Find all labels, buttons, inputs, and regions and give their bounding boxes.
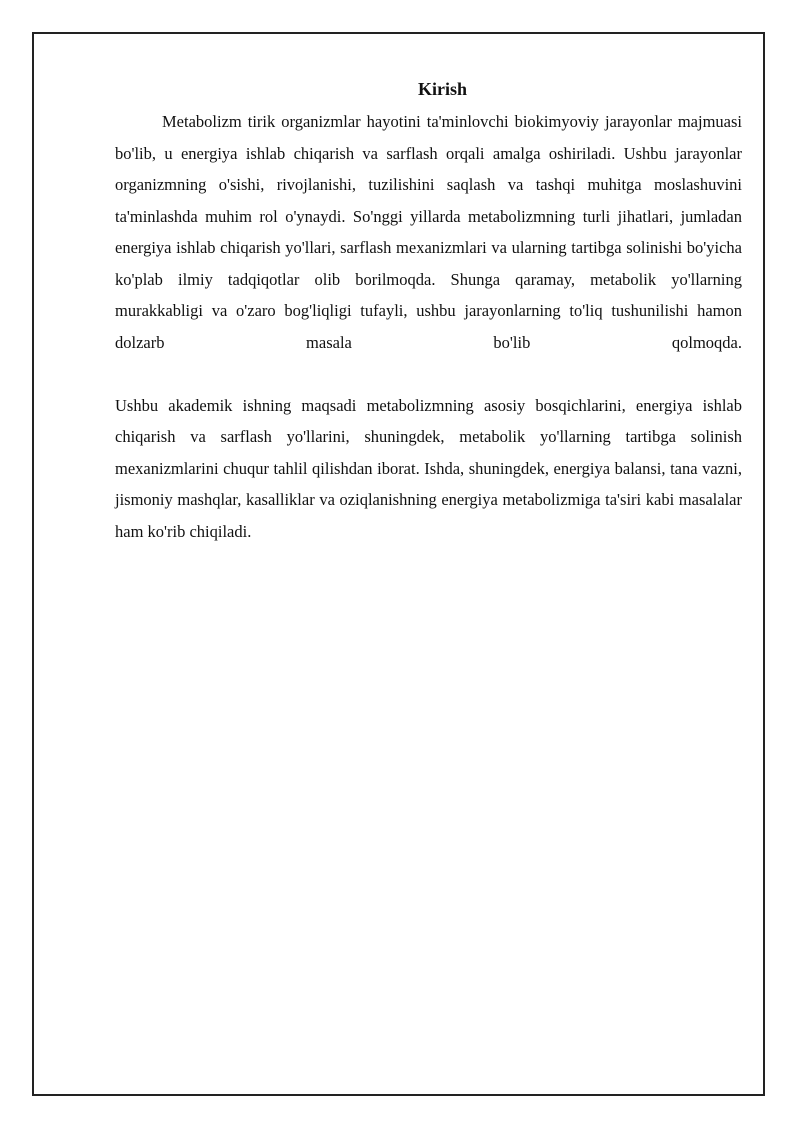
document-title: Kirish	[417, 79, 467, 99]
intro-paragraph: Metabolizm tirik organizmlar hayotini ta'minlovchi biokimyoviy jarayonlar majmuasi bo'lib, u energiya ishlab chiqarish va sarflash orqali amalga oshiriladi. Ushbu jarayonlar organizmning o'sishi, rivojlanishi, tuzilishini saqlash va tashqi muhitga moslashuvini ta'minlashda muhim rol o'ynaydi. So'nggi yillarda metabolizmning turli jihatlari, jumladan energiya ishlab chiqarish yo'llari, sarflash mexanizmlari va ularning tartibga solinishi bo'yicha ko'plab ilmiy tadqiqotlar olib borilmoqda. Shunga qaramay, metabolik yo'llarning murakkabligi va o'zaro bog'liqligi tufayli, ushbu jarayonlarning to'liq tushunilishi hamon dolzarb masala bo'lib qolmoqda.	[115, 112, 742, 352]
aim-paragraph: Ushbu akademik ishning maqsadi metabolizmning asosiy bosqichlarini, energiya ishlab chiqarish va sarflash yo'llarini, shuningdek, metabolik yo'llarning tartibga solinish mexanizmlarini chuqur tahlil qilishdan iborat. Ishda, shuningdek, energiya balansi, tana vazni, jismoniy mashqlar, kasalliklar va oziqlanishning energiya metabolizmiga ta'siri kabi masalalar ham ko'rib chiqiladi.	[115, 395, 742, 541]
document-body	[115, 76, 742, 547]
